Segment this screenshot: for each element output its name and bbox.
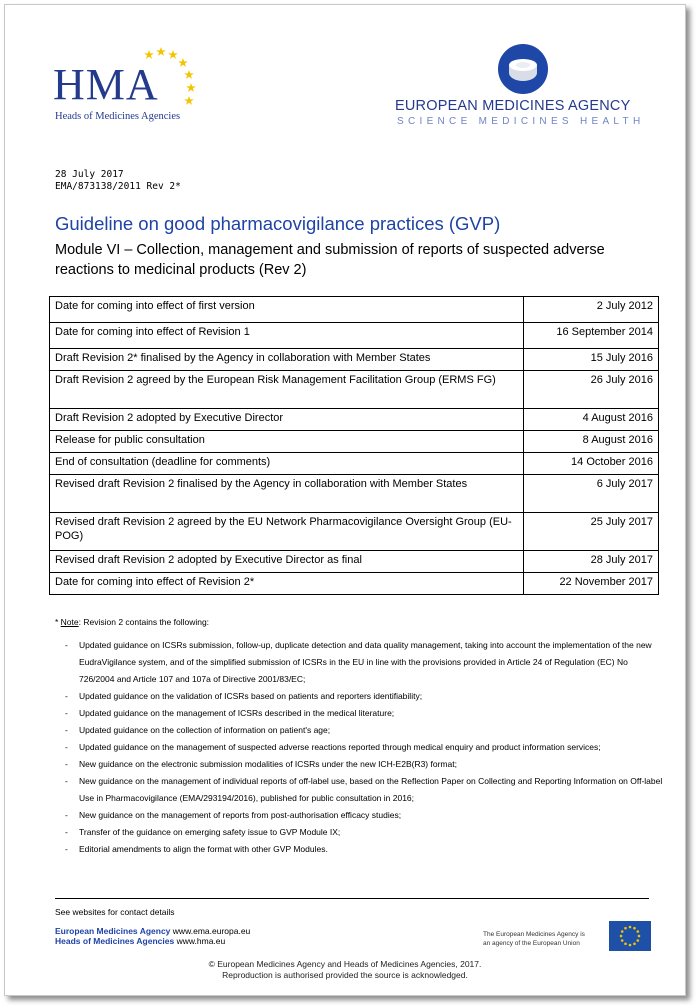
milestone-date: 28 July 2017: [524, 551, 659, 573]
copyright-line: © European Medicines Agency and Heads of Medicines Agencies, 2017.: [208, 959, 482, 969]
hma-org-name: Heads of Medicines Agencies: [55, 936, 175, 946]
milestone-event: Date for coming into effect of Revision 1: [50, 323, 524, 349]
contact-details: See websites for contact details: [55, 907, 175, 917]
milestone-event: Draft Revision 2 adopted by Executive Director: [50, 409, 524, 431]
eu-agency-line-2: an agency of the European Union: [483, 940, 580, 947]
list-item: - Updated guidance on the management of suspected adverse reactions reported through medical enquiry and product information services;: [63, 739, 663, 756]
list-item: - New guidance on the electronic submission modalities of ICSRs under the new ICH-E2B(R3) format;: [63, 756, 663, 773]
list-item: - Updated guidance on the collection of information on patient's age;: [63, 722, 663, 739]
milestone-event: Date for coming into effect of Revision 2*: [50, 573, 524, 595]
milestone-date: 26 July 2016: [524, 371, 659, 409]
reproduction-line: Reproduction is authorised provided the source is acknowledged.: [222, 970, 468, 980]
ema-website-link[interactable]: www.ema.europa.eu: [172, 926, 251, 936]
table-row: [50, 551, 659, 573]
milestone-date: 8 August 2016: [524, 431, 659, 453]
eu-flag-icon: [609, 921, 651, 951]
hma-logo: [53, 45, 223, 135]
document-page: [4, 4, 686, 996]
milestone-event: Revised draft Revision 2 agreed by the EU Network Pharmacovigilance Oversight Group (EU-POG): [50, 513, 524, 551]
milestone-date: 15 July 2016: [524, 349, 659, 371]
note-text: : Revision 2 contains the following:: [78, 617, 210, 627]
hma-logo-subtitle: Heads of Medicines Agencies: [55, 111, 181, 122]
note-label: Note: [60, 617, 79, 627]
milestone-event: Date for coming into effect of first version: [50, 297, 524, 323]
changes-list: [63, 637, 663, 858]
hma-stars-icon: [139, 45, 219, 115]
table-row: [50, 475, 659, 513]
hma-website-line: [55, 936, 225, 946]
milestones-table: [49, 296, 659, 595]
milestone-event: Draft Revision 2 agreed by the European Risk Management Facilitation Group (ERMS FG): [50, 371, 524, 409]
revision-note: [55, 617, 209, 627]
list-item: - Editorial amendments to align the format with other GVP Modules.: [63, 841, 663, 858]
ema-website-line: [55, 926, 250, 936]
table-row: [50, 371, 659, 409]
table-row: [50, 323, 659, 349]
ema-logo-icon: [497, 43, 549, 95]
table-row: [50, 431, 659, 453]
ema-logo: [393, 43, 655, 135]
milestone-date: 6 July 2017: [524, 475, 659, 513]
copyright-notice: [5, 959, 685, 981]
table-row: [50, 513, 659, 551]
document-date: 28 July 2017: [55, 169, 124, 180]
milestone-date: 22 November 2017: [524, 573, 659, 595]
milestone-date: 2 July 2012: [524, 297, 659, 323]
milestone-date: 16 September 2014: [524, 323, 659, 349]
milestone-date: 25 July 2017: [524, 513, 659, 551]
list-item: - Updated guidance on the management of ICSRs described in the medical literature;: [63, 705, 663, 722]
milestone-date: 4 August 2016: [524, 409, 659, 431]
table-row: [50, 453, 659, 475]
hma-logo-text: HMA: [53, 60, 159, 109]
list-item: - Updated guidance on ICSRs submission, follow-up, duplicate detection and data quality management, taking into account the implementation of the new EudraVigilance system, and of the simplified submission of ICSRs in the EU in line with the provisions provided in Article 24 of Regulation (EC) No 726/2004 and Article 107 and 107a of Directive 2001/83/EC;: [63, 637, 663, 688]
list-item: - Updated guidance on the validation of ICSRs based on patients and reporters identifiability;: [63, 688, 663, 705]
milestone-event: Draft Revision 2* finalised by the Agency in collaboration with Member States: [50, 349, 524, 371]
table-row: [50, 573, 659, 595]
document-subtitle: Module VI – Collection, management and submission of reports of suspected adverse reactions to medicinal products (Rev 2): [55, 242, 605, 278]
table-row: [50, 409, 659, 431]
footer-divider: [55, 898, 649, 899]
hma-website-link[interactable]: www.hma.eu: [176, 936, 226, 946]
ema-org-name: European Medicines Agency: [55, 926, 171, 936]
document-title: Guideline on good pharmacovigilance practices (GVP): [55, 213, 501, 234]
milestone-event: Release for public consultation: [50, 431, 524, 453]
milestone-event: Revised draft Revision 2 adopted by Executive Director as final: [50, 551, 524, 573]
ema-logo-tagline: SCIENCE MEDICINES HEALTH: [397, 116, 645, 127]
ema-logo-name: EUROPEAN MEDICINES AGENCY: [395, 98, 631, 114]
table-row: [50, 349, 659, 371]
eu-agency-line-1: The European Medicines Agency is: [483, 931, 585, 938]
table-row: [50, 297, 659, 323]
list-item: - New guidance on the management of individual reports of off-label use, based on the Reflection Paper on Collecting and Reporting Information on Off-label Use in Pharmacovigilance (EMA/293194/2016), published for public consultation in 2016;: [63, 773, 663, 807]
list-item: - New guidance on the management of reports from post-authorisation efficacy studies;: [63, 807, 663, 824]
document-reference: EMA/873138/2011 Rev 2*: [55, 181, 181, 192]
milestone-event: End of consultation (deadline for comments): [50, 453, 524, 475]
milestone-date: 14 October 2016: [524, 453, 659, 475]
note-prefix: *: [55, 617, 61, 627]
milestone-event: Revised draft Revision 2 finalised by the Agency in collaboration with Member States: [50, 475, 524, 513]
list-item: - Transfer of the guidance on emerging safety issue to GVP Module IX;: [63, 824, 663, 841]
